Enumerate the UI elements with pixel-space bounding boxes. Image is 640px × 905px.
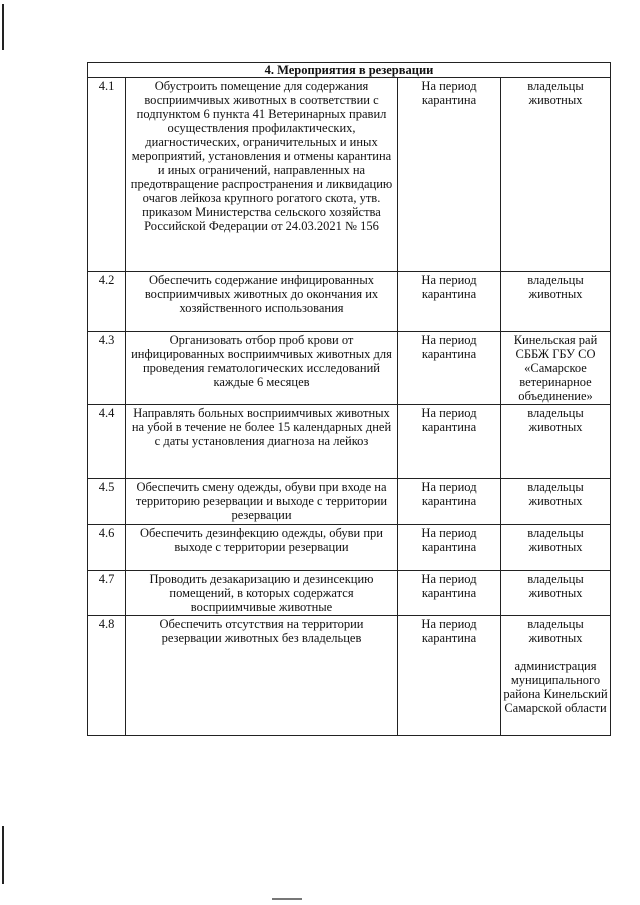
row-number: 4.8 bbox=[88, 616, 126, 736]
measure-text: Проводить дезакаризацию и дезинсекцию помещений, в которых содержатся восприимчивые животные bbox=[126, 571, 398, 616]
measure-period: На период карантина bbox=[398, 525, 501, 571]
row-number: 4.4 bbox=[88, 405, 126, 479]
measure-text: Обеспечить отсутствия на территории резервации животных без владельцев bbox=[126, 616, 398, 736]
measure-responsible: владельцы животных bbox=[501, 405, 611, 479]
measure-period: На период карантина bbox=[398, 332, 501, 405]
measure-responsible: владельцы животных bbox=[501, 479, 611, 525]
section-title: 4. Мероприятия в резервации bbox=[88, 63, 611, 78]
row-number: 4.2 bbox=[88, 272, 126, 332]
table-row bbox=[88, 332, 611, 405]
measure-text: Направлять больных восприимчивых животных на убой в течение не более 15 календарных дней с даты установления диагноза на лейкоз bbox=[126, 405, 398, 479]
table-row bbox=[88, 479, 611, 525]
table-row bbox=[88, 272, 611, 332]
responsible-spacer bbox=[503, 645, 608, 659]
scan-edge-mark-top bbox=[2, 4, 4, 50]
measure-responsible: владельцы животных bbox=[501, 78, 611, 272]
measure-responsible: владельцы животных bbox=[501, 272, 611, 332]
measure-text: Организовать отбор проб крови от инфицированных восприимчивых животных для проведения гематологических исследований каждые 6 месяцев bbox=[126, 332, 398, 405]
table-row bbox=[88, 78, 611, 272]
measure-responsible: владельцы животных bbox=[501, 571, 611, 616]
row-number: 4.1 bbox=[88, 78, 126, 272]
measure-period: На период карантина bbox=[398, 571, 501, 616]
measure-text: Обеспечить дезинфекцию одежды, обуви при выходе с территории резервации bbox=[126, 525, 398, 571]
measure-period: На период карантина bbox=[398, 616, 501, 736]
measure-text: Обеспечить содержание инфицированных восприимчивых животных до окончания их хозяйственного использования bbox=[126, 272, 398, 332]
measure-responsible bbox=[501, 616, 611, 736]
table-row bbox=[88, 571, 611, 616]
responsible-owners: владельцы животных bbox=[527, 617, 584, 645]
measure-period: На период карантина bbox=[398, 405, 501, 479]
measure-text: Обустроить помещение для содержания восприимчивых животных в соответствии с подпунктом 6 пункта 41 Ветеринарных правил осуществления профилактических, диагностических, ограничительных и иных мероприятий, установления и отмены карантина и иных ограничений, направленных на предотвращение распространения и ликвидацию очагов лейкоза крупного рогатого скота, утв. приказом Министерства сельского хозяйства Российской Федерации от 24.03.2021 № 156 bbox=[126, 78, 398, 272]
row-number: 4.7 bbox=[88, 571, 126, 616]
row-number: 4.3 bbox=[88, 332, 126, 405]
measure-responsible: владельцы животных bbox=[501, 525, 611, 571]
section-header-row bbox=[88, 63, 611, 78]
measures-table bbox=[87, 62, 611, 736]
measure-period: На период карантина bbox=[398, 78, 501, 272]
row-number: 4.6 bbox=[88, 525, 126, 571]
table-row bbox=[88, 525, 611, 571]
measure-responsible: Кинельская рай СББЖ ГБУ СО «Самарское ветеринарное объединение» bbox=[501, 332, 611, 405]
page-footer-dash bbox=[272, 898, 302, 900]
responsible-administration: администрация муниципального района Кинельский Самарской области bbox=[503, 659, 608, 715]
row-number: 4.5 bbox=[88, 479, 126, 525]
measure-period: На период карантина bbox=[398, 272, 501, 332]
scan-edge-mark-bottom bbox=[2, 826, 4, 884]
measure-period: На период карантина bbox=[398, 479, 501, 525]
table-row bbox=[88, 616, 611, 736]
measure-text: Обеспечить смену одежды, обуви при входе на территорию резервации и выходе с территории резервации bbox=[126, 479, 398, 525]
table-row bbox=[88, 405, 611, 479]
